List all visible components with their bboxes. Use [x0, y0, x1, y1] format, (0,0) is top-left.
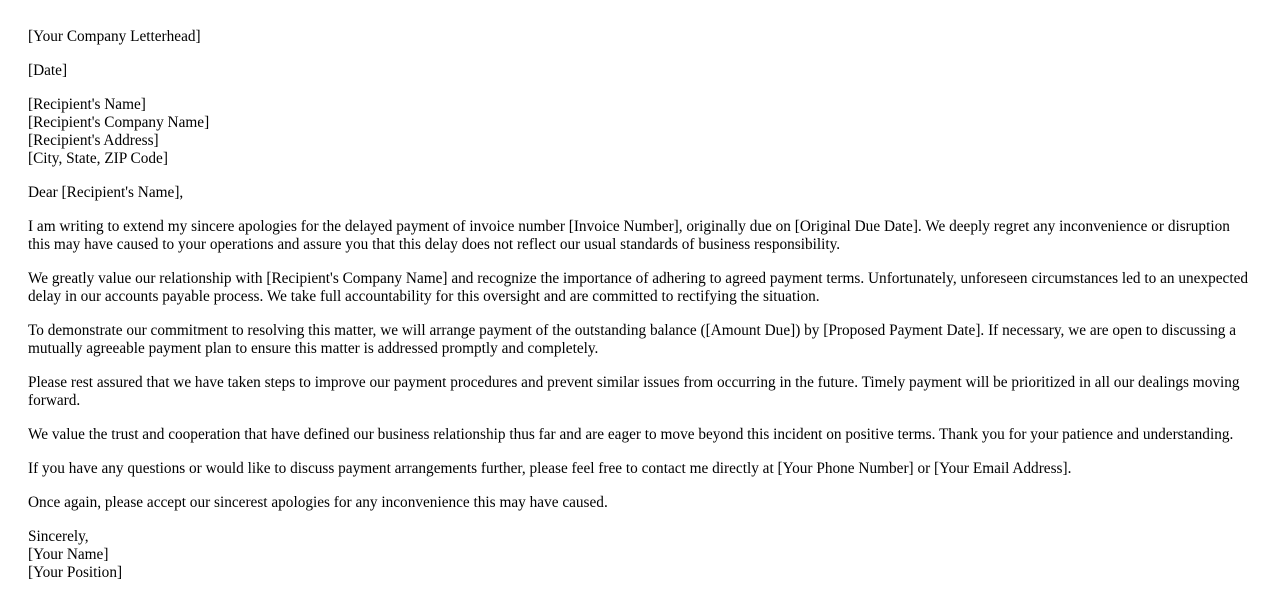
- closing-block: [28, 528, 1253, 582]
- paragraph-contact: If you have any questions or would like to discuss payment arrangements further, please feel free to contact me directly at [Your Phone Number] or [Your Email Address].: [28, 460, 1072, 477]
- letter-date: [Date]: [28, 62, 68, 79]
- paragraph-apology: I am writing to extend my sincere apologies for the delayed payment of invoice number [Invoice Number], originally due on [Original Due Date]. We deeply regret any inconvenience or disruption this may have caused to your operations and assure you that this delay does not reflect our usual standards of business responsibility.: [28, 218, 1230, 253]
- paragraph-improvements: Please rest assured that we have taken steps to improve our payment procedures and prevent similar issues from occurring in the future. Timely payment will be prioritized in all our dealings moving forward.: [28, 374, 1240, 409]
- recipient-company: [Recipient's Company Name]: [28, 114, 210, 131]
- letter: [28, 28, 1253, 598]
- sender-name: [Your Name]: [28, 546, 109, 563]
- letterhead: [Your Company Letterhead]: [28, 28, 201, 45]
- paragraph-final-apology: Once again, please accept our sincerest apologies for any inconvenience this may have caused.: [28, 494, 608, 511]
- salutation: Dear [Recipient's Name],: [28, 184, 184, 201]
- sender-position: [Your Position]: [28, 564, 123, 581]
- recipient-name: [Recipient's Name]: [28, 96, 146, 113]
- recipient-address: [Recipient's Address]: [28, 132, 159, 149]
- paragraph-payment-plan: To demonstrate our commitment to resolving this matter, we will arrange payment of the outstanding balance ([Amount Due]) by [Proposed Payment Date]. If necessary, we are open to discussing a mutually agreeable payment plan to ensure this matter is addressed promptly and completely.: [28, 322, 1236, 357]
- recipient-city-state-zip: [City, State, ZIP Code]: [28, 150, 168, 167]
- sign-off: Sincerely,: [28, 528, 89, 545]
- recipient-block: [28, 96, 1253, 168]
- paragraph-trust: We value the trust and cooperation that have defined our business relationship thus far and are eager to move beyond this incident on positive terms. Thank you for your patience and understanding.: [28, 426, 1234, 443]
- paragraph-relationship: We greatly value our relationship with [Recipient's Company Name] and recognize the importance of adhering to agreed payment terms. Unfortunately, unforeseen circumstances led to an unexpected delay in our accounts payable process. We take full accountability for this oversight and are committed to rectifying the situation.: [28, 270, 1249, 305]
